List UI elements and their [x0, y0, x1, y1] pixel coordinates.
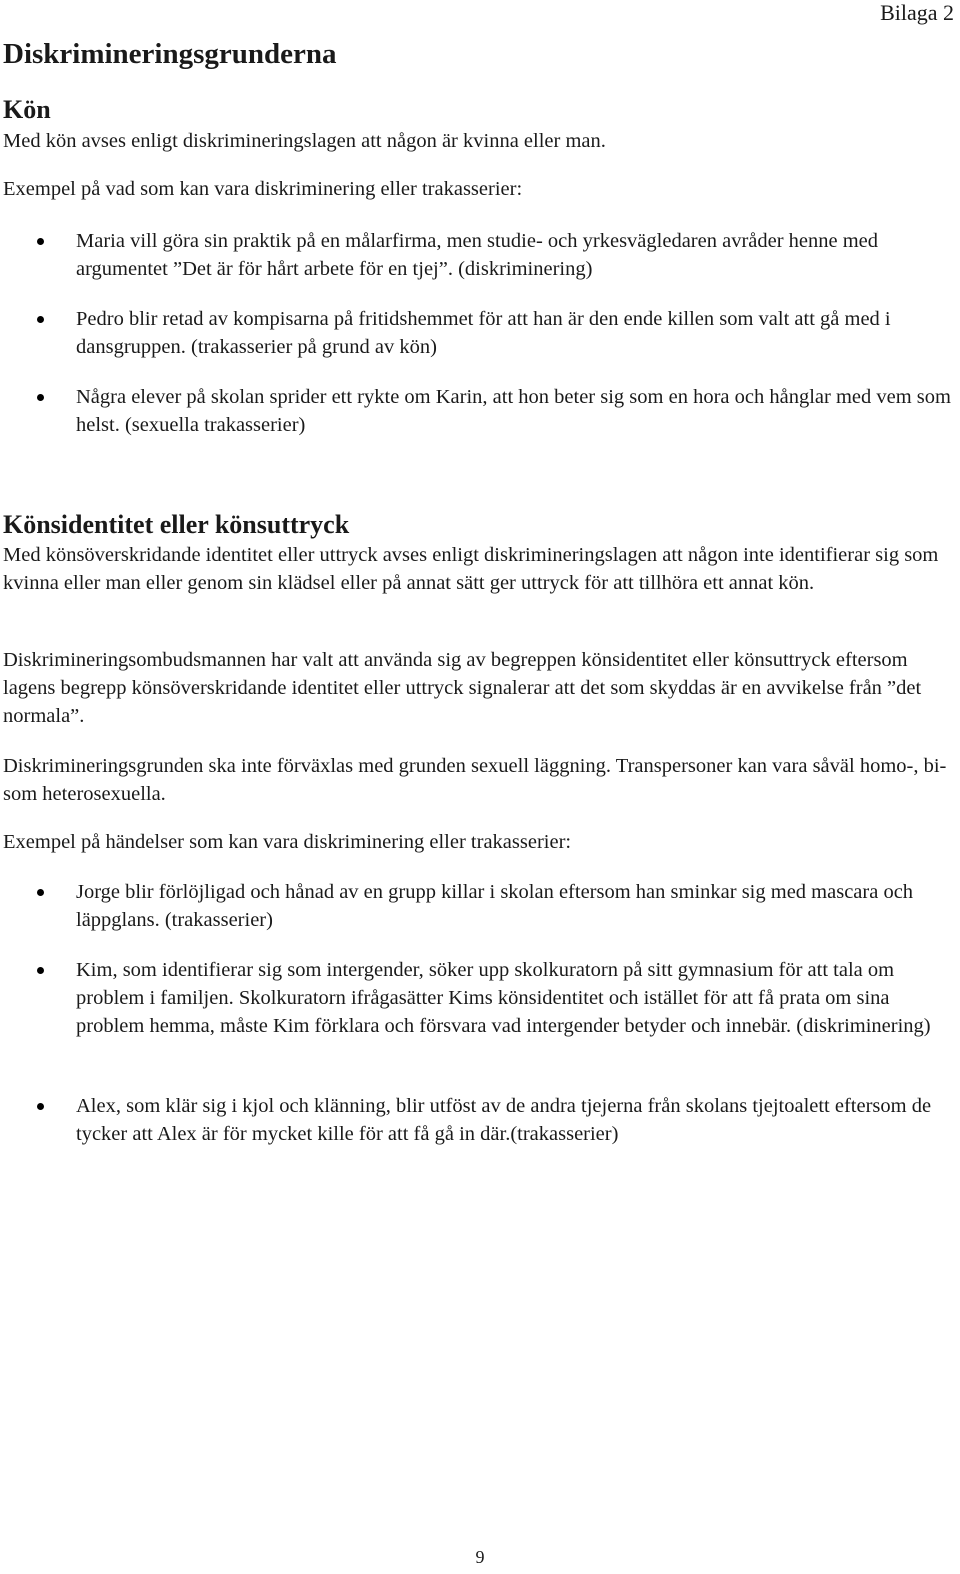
bullet-icon	[37, 238, 44, 245]
kon-definition: Med kön avses enligt diskrimineringslagen att någon är kvinna eller man.	[3, 130, 606, 152]
list-item-text: Maria vill göra sin praktik på en målarfirma, men studie- och yrkesvägledaren avråder henne med argumentet ”Det är för hårt arbete för en tjej”. (diskriminering)	[76, 230, 879, 280]
appendix-label: Bilaga 2	[880, 0, 954, 25]
bullet-icon	[37, 1103, 44, 1110]
page-number: 9	[475, 1547, 485, 1567]
bullet-icon	[37, 889, 44, 896]
ombudsman-paragraph: Diskrimineringsombudsmannen har valt att använda sig av begreppen könsidentitet eller könsuttryck eftersom lagens begrepp könsöverskridande identitet eller uttryck signalerar att det som skyddas är en avvikelse från ”det normala”.	[3, 649, 922, 727]
bullet-icon	[37, 394, 44, 401]
list-item-text: Jorge blir förlöjligad och hånad av en grupp killar i skolan eftersom han sminkar sig med mascara och läppglans. (trakasserier)	[76, 881, 914, 931]
page-title: Diskrimineringsgrunderna	[3, 38, 337, 70]
list-item-text: Alex, som klär sig i kjol och klänning, blir utföst av de andra tjejerna från skolans tjejtoalett eftersom de tycker att Alex är för mycket kille för att få gå in där.(trakasserier)	[76, 1095, 932, 1145]
list-item-text: Pedro blir retad av kompisarna på fritidshemmet för att han är den ende killen som valt att gå med i dansgruppen. (trakasserier på grund av kön)	[76, 308, 891, 358]
list-item-text: Några elever på skolan sprider ett rykte om Karin, att hon beter sig som en hora och hånglar med vem som helst. (sexuella trakasserier)	[76, 386, 951, 436]
konsidentitet-definition: Med könsöverskridande identitet eller uttryck avses enligt diskrimineringslagen att någon inte identifierar sig som kvinna eller man eller genom sin klädsel eller på annat sätt ger uttryck för att tillhöra ett annat kön.	[3, 544, 939, 594]
konsidentitet-examples-intro: Exempel på händelser som kan vara diskriminering eller trakasserier:	[3, 831, 572, 853]
distinction-paragraph: Diskrimineringsgrunden ska inte förväxlas med grunden sexuell läggning. Transpersoner kan vara såväl homo-, bi- som heterosexuella.	[3, 755, 947, 805]
section-heading-konsidentitet: Könsidentitet eller könsuttryck	[3, 510, 350, 539]
section-heading-kon: Kön	[3, 95, 51, 124]
bullet-icon	[37, 967, 44, 974]
bullet-icon	[37, 316, 44, 323]
kon-examples-intro: Exempel på vad som kan vara diskriminering eller trakasserier:	[3, 178, 523, 200]
list-item-text: Kim, som identifierar sig som intergender, söker upp skolkuratorn på sitt gymnasium för att tala om problem i familjen. Skolkuratorn ifrågasätter Kims könsidentitet och istället för att få prata om sina problem hemma, måste Kim förklara och försvara vad intergender betyder och innebär. (diskriminering)	[76, 959, 931, 1037]
